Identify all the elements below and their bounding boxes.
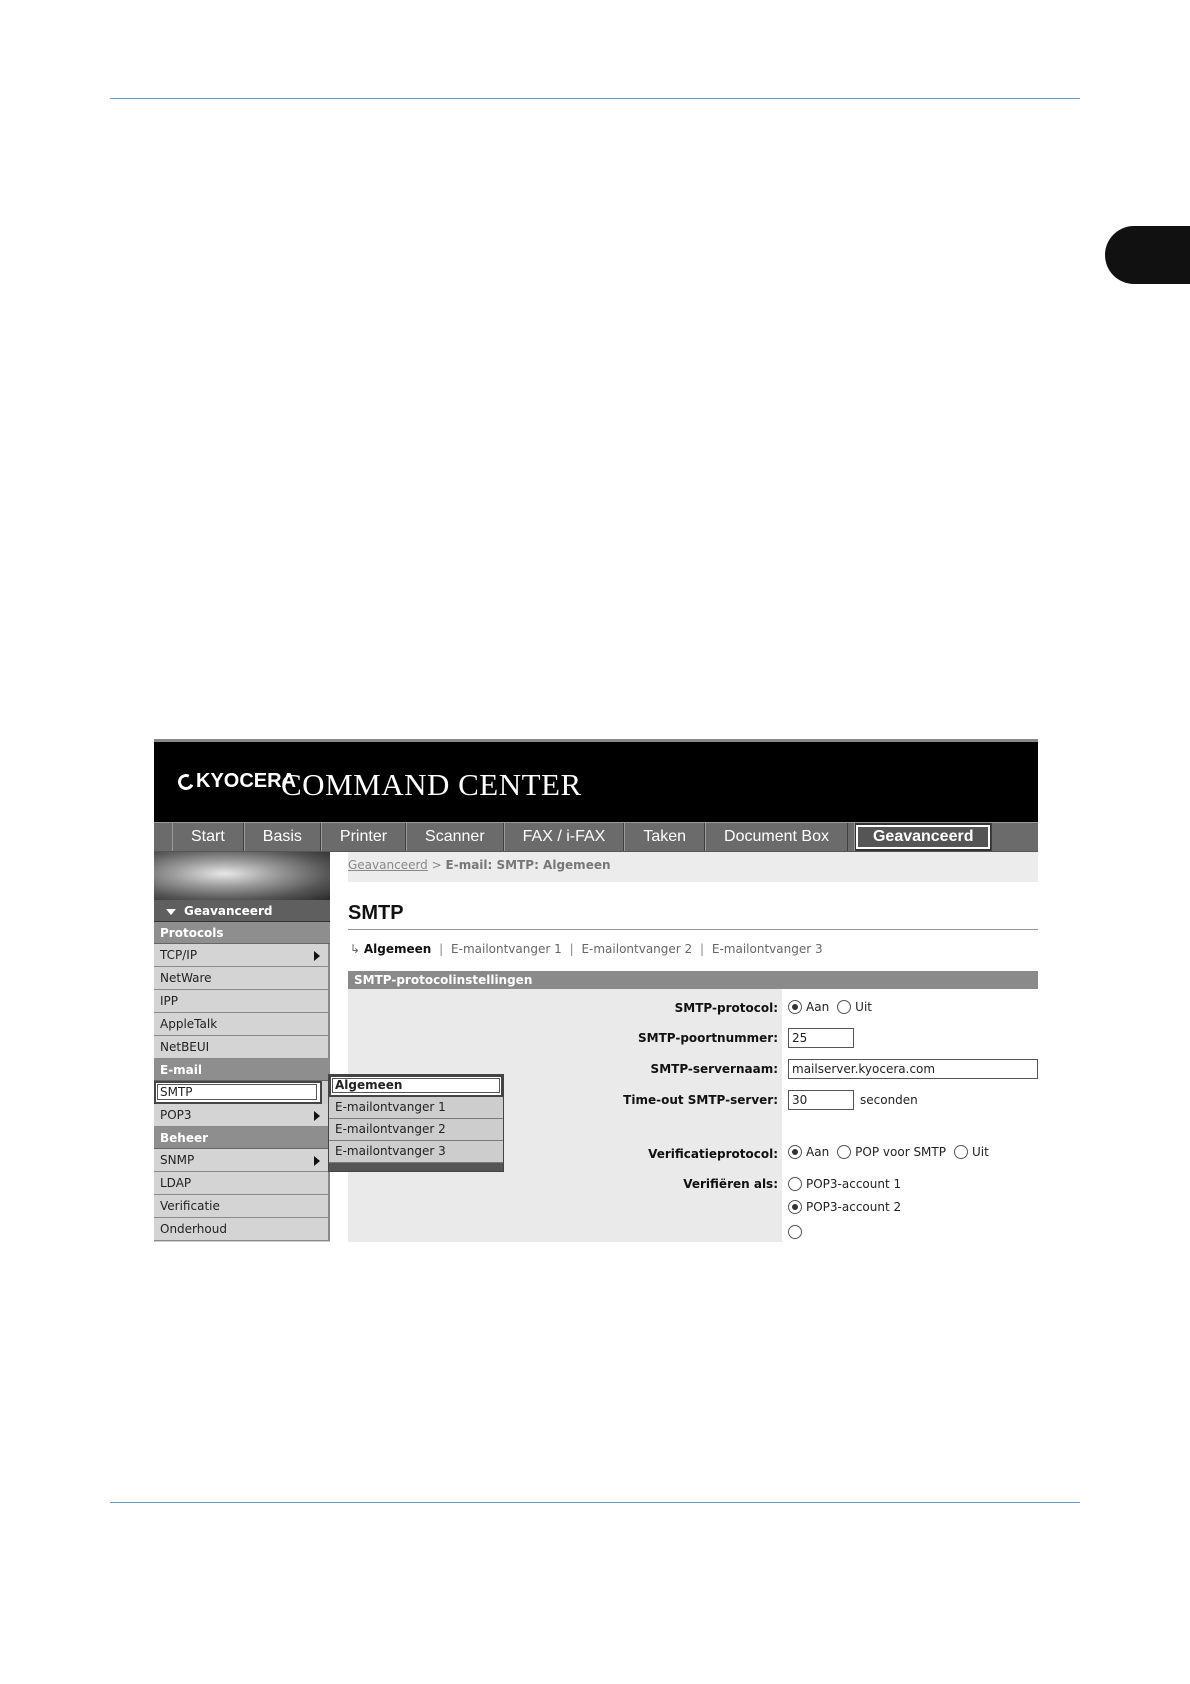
breadcrumb-separator: > [431, 858, 442, 872]
chevron-right-icon [314, 1156, 320, 1166]
radio-label: POP3-account 1 [806, 1177, 902, 1191]
subtab-bar [350, 942, 823, 956]
radio-label: POP voor SMTP [855, 1145, 946, 1159]
subtab-separator: | [439, 942, 444, 956]
chevron-right-icon [314, 951, 320, 961]
sidebar-photo [154, 852, 330, 900]
sidebar-item-snmp[interactable] [154, 1149, 330, 1172]
app-title: COMMAND CENTER [281, 767, 582, 802]
sidebar-item-ipp[interactable]: IPP [154, 990, 330, 1013]
smtp-protocol-on-radio[interactable] [788, 1000, 802, 1014]
subtab-separator: | [700, 942, 705, 956]
page-title: SMTP [348, 902, 1038, 930]
submenu-item-ontvanger-2[interactable]: E-mailontvanger 2 [329, 1119, 503, 1141]
subtab-separator: | [569, 942, 574, 956]
smtp-port-label: SMTP-poortnummer: [637, 1031, 778, 1045]
verification-pop-radio[interactable] [837, 1145, 851, 1159]
radio-label: Uit [855, 1000, 872, 1014]
sidebar-category-email: E-mail [154, 1059, 330, 1081]
radio-label: Aan [806, 1145, 830, 1159]
kyocera-logo-icon [176, 771, 197, 792]
smtp-timeout-row [788, 1090, 918, 1110]
brand-name: KYOCERA [196, 770, 297, 792]
sidebar-item-ldap[interactable]: LDAP [154, 1172, 330, 1195]
verification-protocol-label: Verificatieprotocol: [648, 1147, 778, 1161]
breadcrumb-current: E-mail: SMTP: Algemeen [445, 858, 611, 872]
timeout-unit: seconden [860, 1093, 918, 1107]
submenu-item-algemeen[interactable]: Algemeen [329, 1075, 503, 1097]
smtp-protocol-off-radio[interactable] [837, 1000, 851, 1014]
sidebar-item-label: TCP/IP [160, 948, 198, 962]
smtp-server-input[interactable]: mailserver.kyocera.com [788, 1059, 1038, 1079]
sidebar [154, 852, 330, 1242]
main-nav [154, 822, 1038, 852]
submenu-item-ontvanger-3[interactable]: E-mailontvanger 3 [329, 1141, 503, 1163]
sidebar-item-label: POP3 [160, 1108, 192, 1122]
sidebar-item-onderhoud[interactable]: Onderhoud [154, 1218, 330, 1241]
kyocera-logo [178, 770, 296, 793]
subtab-ontvanger-1[interactable]: E-mailontvanger 1 [451, 942, 562, 956]
sidebar-category-beheer: Beheer [154, 1127, 330, 1149]
sidebar-item-tcpip[interactable] [154, 944, 330, 967]
main-content [348, 852, 1038, 1242]
submenu-item-ontvanger-1[interactable]: E-mailontvanger 1 [329, 1097, 503, 1119]
verification-protocol-options [788, 1145, 997, 1159]
sidebar-item-label: SNMP [160, 1153, 195, 1167]
section-header: SMTP-protocolinstellingen [348, 971, 1038, 989]
radio-label: POP3-account 2 [806, 1200, 902, 1214]
subtab-algemeen[interactable]: Algemeen [363, 942, 432, 956]
smtp-port-input[interactable]: 25 [788, 1028, 854, 1048]
tab-taken[interactable]: Taken [624, 823, 705, 851]
app-banner [154, 739, 1038, 822]
arrow-return-icon: ↳ [350, 942, 364, 956]
verify-as-option-1 [788, 1177, 909, 1191]
smtp-protocol-label: SMTP-protocol: [674, 1001, 778, 1015]
triangle-down-icon [166, 909, 176, 915]
verify-more-radio[interactable] [788, 1225, 802, 1239]
verification-on-radio[interactable] [788, 1145, 802, 1159]
smtp-server-label: SMTP-servernaam: [650, 1062, 778, 1076]
sidebar-item-pop3[interactable] [154, 1104, 330, 1127]
sidebar-header-label: Geavanceerd [184, 904, 273, 918]
sidebar-item-smtp[interactable] [154, 1081, 322, 1104]
tab-basis[interactable]: Basis [244, 823, 321, 851]
verify-as-option-3 [788, 1225, 814, 1239]
chapter-tab-marker [1105, 226, 1190, 284]
smtp-timeout-label: Time-out SMTP-server: [623, 1093, 778, 1107]
sidebar-item-netware[interactable]: NetWare [154, 967, 330, 990]
radio-label: Uit [971, 1145, 989, 1159]
tab-scanner[interactable]: Scanner [406, 823, 504, 851]
header-rule [110, 98, 1080, 99]
sidebar-category-protocols: Protocols [154, 922, 330, 944]
verification-off-radio[interactable] [954, 1145, 968, 1159]
command-center-screenshot [154, 739, 1038, 1242]
verify-as-option-2 [788, 1200, 909, 1214]
smtp-port-row [788, 1028, 854, 1048]
sidebar-item-label: SMTP [160, 1085, 193, 1099]
radio-label: Aan [806, 1000, 830, 1014]
breadcrumb-root-link[interactable]: Geavanceerd [348, 858, 428, 872]
sidebar-item-netbeui[interactable]: NetBEUI [154, 1036, 330, 1059]
verify-as-label: Verifiëren als: [683, 1177, 778, 1191]
smtp-timeout-input[interactable]: 30 [788, 1090, 854, 1110]
smtp-protocol-options [788, 1000, 880, 1014]
verify-pop3-account-2-radio[interactable] [788, 1200, 802, 1214]
sidebar-item-verificatie[interactable]: Verificatie [154, 1195, 330, 1218]
tab-start[interactable]: Start [172, 823, 244, 851]
breadcrumb [348, 852, 1038, 882]
smtp-server-row [788, 1059, 1038, 1079]
subtab-ontvanger-3[interactable]: E-mailontvanger 3 [711, 942, 823, 956]
smtp-submenu-popup [328, 1074, 504, 1172]
tab-printer[interactable]: Printer [321, 823, 406, 851]
tab-document-box[interactable]: Document Box [705, 823, 848, 851]
chevron-right-icon [314, 1111, 320, 1121]
sidebar-header[interactable] [154, 900, 330, 922]
verify-pop3-account-1-radio[interactable] [788, 1177, 802, 1191]
footer-rule [110, 1502, 1080, 1503]
tab-fax[interactable]: FAX / i-FAX [504, 823, 625, 851]
sidebar-item-appletalk[interactable]: AppleTalk [154, 1013, 330, 1036]
subtab-ontvanger-2[interactable]: E-mailontvanger 2 [581, 942, 693, 956]
tab-geavanceerd[interactable]: Geavanceerd [854, 823, 993, 851]
